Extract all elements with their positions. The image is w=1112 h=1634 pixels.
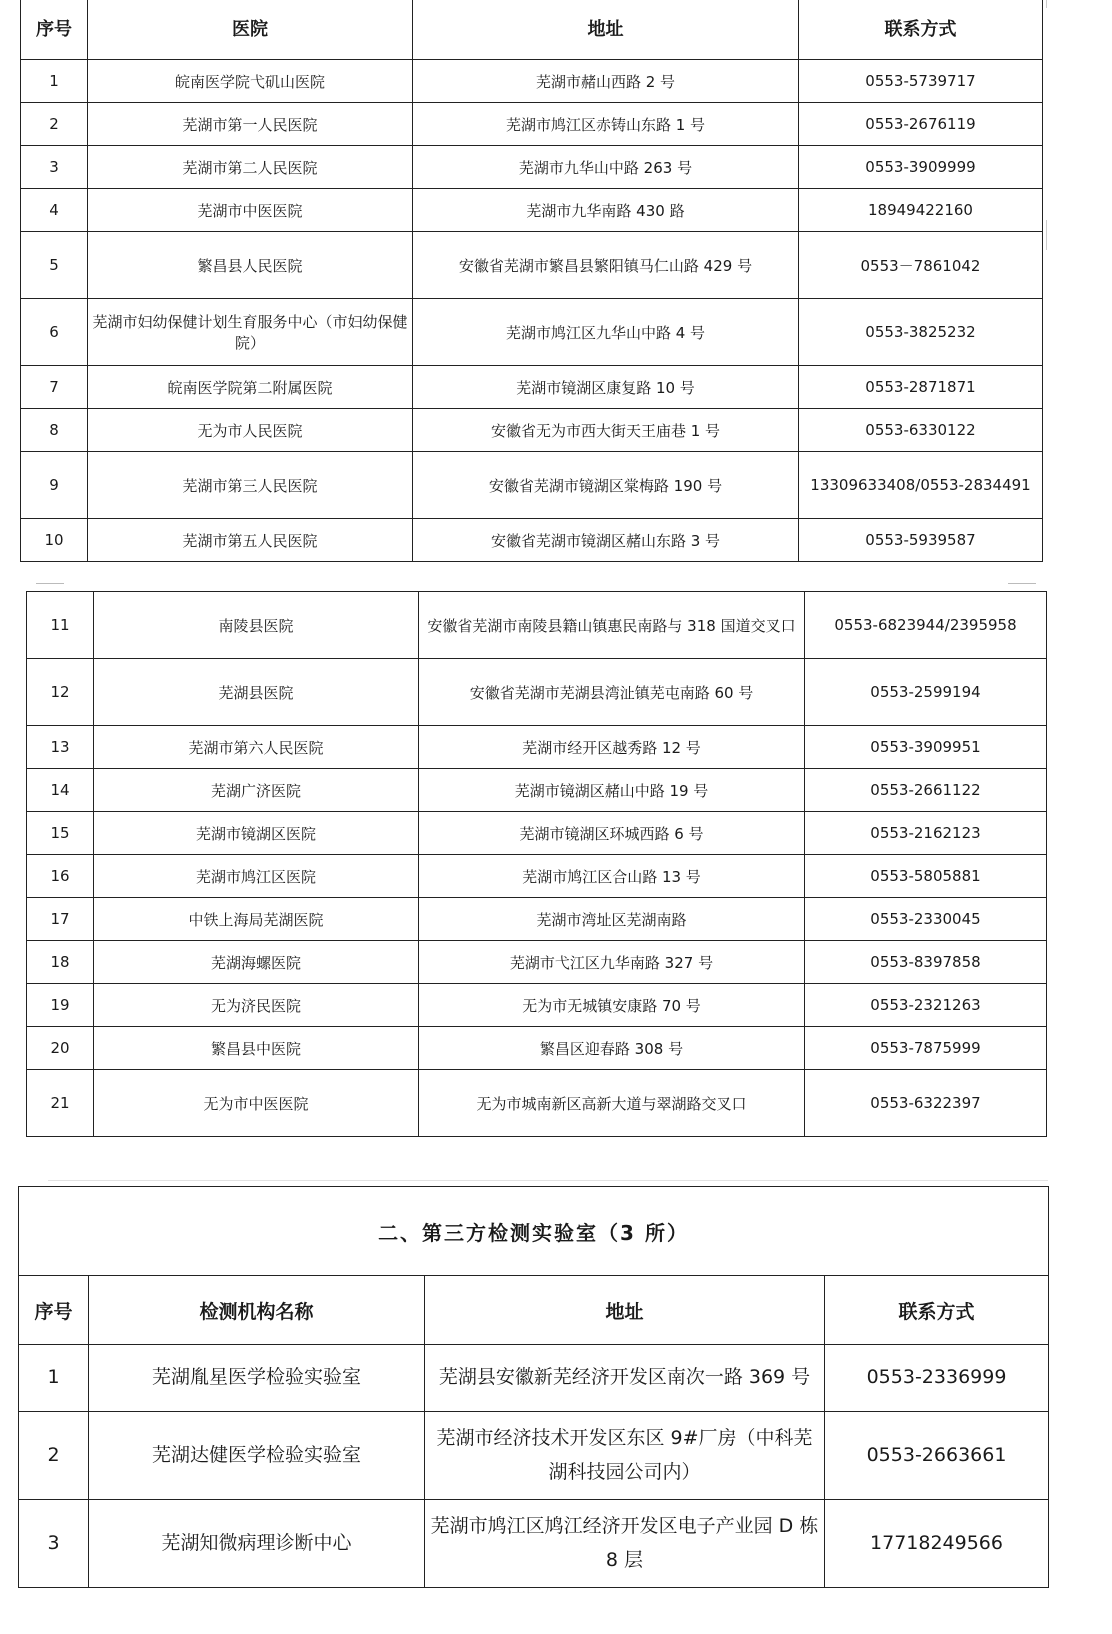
page-break-mark bbox=[1008, 583, 1036, 584]
hospital-table-part-1 bbox=[20, 0, 1043, 562]
row-hospital-name: 皖南医学院弋矶山医院 bbox=[88, 60, 413, 103]
header-seq: 序号 bbox=[19, 1276, 89, 1345]
row-phone: 0553－7861042 bbox=[799, 232, 1043, 299]
page-edge-line bbox=[1046, 220, 1047, 250]
row-phone: 0553-2661122 bbox=[805, 769, 1047, 812]
table-row bbox=[19, 1500, 1049, 1588]
table-row bbox=[21, 519, 1043, 562]
row-hospital-name: 芜湖广济医院 bbox=[94, 769, 419, 812]
table-row bbox=[19, 1412, 1049, 1500]
row-hospital-name: 芜湖县医院 bbox=[94, 659, 419, 726]
row-phone: 0553-2330045 bbox=[805, 898, 1047, 941]
row-address: 芜湖市鸠江区赤铸山东路 1 号 bbox=[413, 103, 799, 146]
header-address: 地址 bbox=[413, 0, 799, 60]
row-hospital-name: 无为市人民医院 bbox=[88, 409, 413, 452]
row-seq: 12 bbox=[27, 659, 94, 726]
row-address: 芜湖市湾址区芜湖南路 bbox=[419, 898, 805, 941]
row-address: 芜湖市镜湖区康复路 10 号 bbox=[413, 366, 799, 409]
row-hospital-name: 中铁上海局芜湖医院 bbox=[94, 898, 419, 941]
row-lab-name: 芜湖知微病理诊断中心 bbox=[89, 1500, 425, 1588]
row-address: 繁昌区迎春路 308 号 bbox=[419, 1027, 805, 1070]
row-address: 安徽省无为市西大街天王庙巷 1 号 bbox=[413, 409, 799, 452]
row-lab-name: 芜湖胤星医学检验实验室 bbox=[89, 1345, 425, 1412]
row-phone: 0553-2676119 bbox=[799, 103, 1043, 146]
hospital-table-part-2 bbox=[26, 591, 1047, 1137]
page-edge-line bbox=[1046, 0, 1047, 8]
table-row bbox=[27, 1027, 1047, 1070]
row-phone: 0553-2336999 bbox=[825, 1345, 1049, 1412]
row-phone: 0553-2599194 bbox=[805, 659, 1047, 726]
table-row bbox=[21, 299, 1043, 366]
row-seq: 1 bbox=[21, 60, 88, 103]
row-address: 无为市城南新区高新大道与翠湖路交叉口 bbox=[419, 1070, 805, 1137]
row-phone: 0553-6330122 bbox=[799, 409, 1043, 452]
row-address: 芜湖市鸠江区九华山中路 4 号 bbox=[413, 299, 799, 366]
row-phone: 0553-2162123 bbox=[805, 812, 1047, 855]
page-break-mark bbox=[48, 1180, 1048, 1181]
header-seq: 序号 bbox=[21, 0, 88, 60]
row-address: 芜湖市经开区越秀路 12 号 bbox=[419, 726, 805, 769]
row-hospital-name: 皖南医学院第二附属医院 bbox=[88, 366, 413, 409]
table-row bbox=[21, 366, 1043, 409]
row-seq: 4 bbox=[21, 189, 88, 232]
row-seq: 9 bbox=[21, 452, 88, 519]
row-phone: 0553-3909951 bbox=[805, 726, 1047, 769]
row-seq: 13 bbox=[27, 726, 94, 769]
row-hospital-name: 南陵县医院 bbox=[94, 592, 419, 659]
row-address: 芜湖市经济技术开发区东区 9#厂房（中科芜湖科技园公司内） bbox=[425, 1412, 825, 1500]
row-hospital-name: 芜湖市鸠江区医院 bbox=[94, 855, 419, 898]
row-seq: 2 bbox=[19, 1412, 89, 1500]
table-row bbox=[19, 1345, 1049, 1412]
row-hospital-name: 芜湖市中医医院 bbox=[88, 189, 413, 232]
table-header-row bbox=[19, 1276, 1049, 1345]
row-phone: 0553-2321263 bbox=[805, 984, 1047, 1027]
row-address: 芜湖市鸠江区鸠江经济开发区电子产业园 D 栋 8 层 bbox=[425, 1500, 825, 1588]
row-hospital-name: 芜湖市第五人民医院 bbox=[88, 519, 413, 562]
row-seq: 3 bbox=[19, 1500, 89, 1588]
row-seq: 19 bbox=[27, 984, 94, 1027]
row-address: 芜湖市九华南路 430 路 bbox=[413, 189, 799, 232]
row-phone: 13309633408/0553-2834491 bbox=[799, 452, 1043, 519]
table-row bbox=[27, 941, 1047, 984]
row-address: 芜湖县安徽新芜经济开发区南次一路 369 号 bbox=[425, 1345, 825, 1412]
table-row bbox=[21, 409, 1043, 452]
row-address: 芜湖市镜湖区赭山中路 19 号 bbox=[419, 769, 805, 812]
table-row bbox=[27, 812, 1047, 855]
row-address: 安徽省芜湖市繁昌县繁阳镇马仁山路 429 号 bbox=[413, 232, 799, 299]
row-phone: 0553-3909999 bbox=[799, 146, 1043, 189]
row-phone: 0553-3825232 bbox=[799, 299, 1043, 366]
row-hospital-name: 芜湖市第一人民医院 bbox=[88, 103, 413, 146]
table-row bbox=[27, 1070, 1047, 1137]
row-address: 芜湖市九华山中路 263 号 bbox=[413, 146, 799, 189]
row-seq: 7 bbox=[21, 366, 88, 409]
header-contact: 联系方式 bbox=[799, 0, 1043, 60]
row-seq: 21 bbox=[27, 1070, 94, 1137]
table-row bbox=[27, 726, 1047, 769]
row-address: 芜湖市赭山西路 2 号 bbox=[413, 60, 799, 103]
table-row bbox=[27, 769, 1047, 812]
row-address: 无为市无城镇安康路 70 号 bbox=[419, 984, 805, 1027]
table-row bbox=[21, 103, 1043, 146]
header-lab-name: 检测机构名称 bbox=[89, 1276, 425, 1345]
table-row bbox=[21, 189, 1043, 232]
row-seq: 20 bbox=[27, 1027, 94, 1070]
lab-table bbox=[18, 1186, 1049, 1588]
row-seq: 8 bbox=[21, 409, 88, 452]
section-title: 二、第三方检测实验室（3 所） bbox=[19, 1187, 1049, 1276]
row-phone: 0553-2871871 bbox=[799, 366, 1043, 409]
row-seq: 15 bbox=[27, 812, 94, 855]
row-phone: 0553-8397858 bbox=[805, 941, 1047, 984]
row-hospital-name: 芜湖市镜湖区医院 bbox=[94, 812, 419, 855]
row-hospital-name: 繁昌县中医院 bbox=[94, 1027, 419, 1070]
row-hospital-name: 芜湖市第二人民医院 bbox=[88, 146, 413, 189]
row-seq: 18 bbox=[27, 941, 94, 984]
row-hospital-name: 繁昌县人民医院 bbox=[88, 232, 413, 299]
row-seq: 11 bbox=[27, 592, 94, 659]
row-address: 芜湖市弋江区九华南路 327 号 bbox=[419, 941, 805, 984]
row-hospital-name: 无为济民医院 bbox=[94, 984, 419, 1027]
page-break-mark bbox=[36, 583, 64, 584]
table-row bbox=[27, 855, 1047, 898]
row-seq: 5 bbox=[21, 232, 88, 299]
row-hospital-name: 芜湖海螺医院 bbox=[94, 941, 419, 984]
row-phone: 18949422160 bbox=[799, 189, 1043, 232]
row-seq: 2 bbox=[21, 103, 88, 146]
table-row bbox=[21, 146, 1043, 189]
row-address: 芜湖市镜湖区环城西路 6 号 bbox=[419, 812, 805, 855]
row-address: 安徽省芜湖市镜湖区赭山东路 3 号 bbox=[413, 519, 799, 562]
section-title-row bbox=[19, 1187, 1049, 1276]
header-address: 地址 bbox=[425, 1276, 825, 1345]
row-hospital-name: 芜湖市第三人民医院 bbox=[88, 452, 413, 519]
table-row bbox=[27, 659, 1047, 726]
row-hospital-name: 无为市中医医院 bbox=[94, 1070, 419, 1137]
row-phone: 0553-6823944/2395958 bbox=[805, 592, 1047, 659]
row-seq: 10 bbox=[21, 519, 88, 562]
row-lab-name: 芜湖达健医学检验实验室 bbox=[89, 1412, 425, 1500]
header-contact: 联系方式 bbox=[825, 1276, 1049, 1345]
row-seq: 14 bbox=[27, 769, 94, 812]
table-row bbox=[21, 60, 1043, 103]
row-address: 安徽省芜湖市芜湖县湾沚镇芜屯南路 60 号 bbox=[419, 659, 805, 726]
row-seq: 1 bbox=[19, 1345, 89, 1412]
row-seq: 3 bbox=[21, 146, 88, 189]
row-phone: 0553-5805881 bbox=[805, 855, 1047, 898]
table-row bbox=[21, 452, 1043, 519]
header-hospital: 医院 bbox=[88, 0, 413, 60]
row-phone: 0553-5739717 bbox=[799, 60, 1043, 103]
table-header-row bbox=[21, 0, 1043, 60]
row-address: 芜湖市鸠江区合山路 13 号 bbox=[419, 855, 805, 898]
row-phone: 0553-7875999 bbox=[805, 1027, 1047, 1070]
row-phone: 0553-6322397 bbox=[805, 1070, 1047, 1137]
row-hospital-name: 芜湖市第六人民医院 bbox=[94, 726, 419, 769]
row-address: 安徽省芜湖市镜湖区棠梅路 190 号 bbox=[413, 452, 799, 519]
table-row bbox=[21, 232, 1043, 299]
table-row bbox=[27, 592, 1047, 659]
row-seq: 6 bbox=[21, 299, 88, 366]
row-phone: 0553-2663661 bbox=[825, 1412, 1049, 1500]
row-phone: 17718249566 bbox=[825, 1500, 1049, 1588]
row-address: 安徽省芜湖市南陵县籍山镇惠民南路与 318 国道交叉口 bbox=[419, 592, 805, 659]
table-row bbox=[27, 984, 1047, 1027]
row-phone: 0553-5939587 bbox=[799, 519, 1043, 562]
row-hospital-name: 芜湖市妇幼保健计划生育服务中心（市妇幼保健院） bbox=[88, 299, 413, 366]
table-row bbox=[27, 898, 1047, 941]
row-seq: 17 bbox=[27, 898, 94, 941]
row-seq: 16 bbox=[27, 855, 94, 898]
